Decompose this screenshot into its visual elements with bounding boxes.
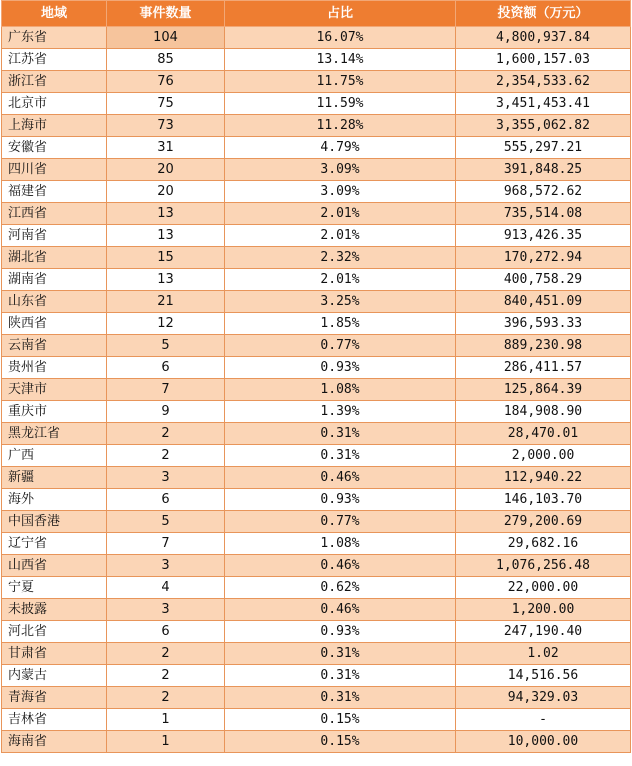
region-cell: 辽宁省	[2, 533, 107, 555]
investment-amount-cell: 146,103.70	[456, 489, 631, 511]
event-count-cell: 12	[107, 313, 225, 335]
table-body	[2, 27, 631, 753]
region-cell: 甘肃省	[2, 643, 107, 665]
table-row	[2, 489, 631, 511]
event-count-cell: 2	[107, 423, 225, 445]
share-cell: 1.08%	[225, 533, 456, 555]
investment-amount-cell: 247,190.40	[456, 621, 631, 643]
investment-amount-cell: 29,682.16	[456, 533, 631, 555]
investment-amount-cell: 913,426.35	[456, 225, 631, 247]
table-row	[2, 599, 631, 621]
event-count-cell: 4	[107, 577, 225, 599]
region-cell: 广西	[2, 445, 107, 467]
region-cell: 湖南省	[2, 269, 107, 291]
table-row	[2, 27, 631, 49]
event-count-cell: 3	[107, 467, 225, 489]
event-count-cell: 75	[107, 93, 225, 115]
region-cell: 浙江省	[2, 71, 107, 93]
region-cell: 广东省	[2, 27, 107, 49]
region-cell: 吉林省	[2, 709, 107, 731]
share-cell: 11.75%	[225, 71, 456, 93]
investment-amount-cell: 28,470.01	[456, 423, 631, 445]
event-count-cell: 13	[107, 203, 225, 225]
share-cell: 0.93%	[225, 621, 456, 643]
investment-amount-cell: -	[456, 709, 631, 731]
investment-amount-cell: 840,451.09	[456, 291, 631, 313]
table-row	[2, 335, 631, 357]
event-count-cell: 6	[107, 621, 225, 643]
investment-amount-cell: 286,411.57	[456, 357, 631, 379]
table-row	[2, 533, 631, 555]
share-cell: 0.31%	[225, 423, 456, 445]
event-count-cell: 20	[107, 159, 225, 181]
event-count-cell: 13	[107, 269, 225, 291]
table-row	[2, 49, 631, 71]
region-cell: 青海省	[2, 687, 107, 709]
region-cell: 福建省	[2, 181, 107, 203]
investment-amount-cell: 1,600,157.03	[456, 49, 631, 71]
table-header	[2, 1, 631, 27]
event-count-cell: 85	[107, 49, 225, 71]
investment-by-region-table	[1, 0, 631, 753]
region-cell: 四川省	[2, 159, 107, 181]
investment-amount-cell: 14,516.56	[456, 665, 631, 687]
investment-amount-cell: 10,000.00	[456, 731, 631, 753]
investment-amount-cell: 3,451,453.41	[456, 93, 631, 115]
event-count-cell: 20	[107, 181, 225, 203]
share-cell: 13.14%	[225, 49, 456, 71]
share-cell: 0.31%	[225, 643, 456, 665]
event-count-cell: 1	[107, 709, 225, 731]
investment-amount-cell: 94,329.03	[456, 687, 631, 709]
event-count-cell: 2	[107, 687, 225, 709]
share-cell: 16.07%	[225, 27, 456, 49]
table-row	[2, 401, 631, 423]
table-row	[2, 247, 631, 269]
share-cell: 1.39%	[225, 401, 456, 423]
investment-amount-cell: 391,848.25	[456, 159, 631, 181]
share-cell: 0.77%	[225, 511, 456, 533]
region-cell: 海外	[2, 489, 107, 511]
share-cell: 0.46%	[225, 467, 456, 489]
region-cell: 河北省	[2, 621, 107, 643]
region-cell: 河南省	[2, 225, 107, 247]
table-row	[2, 93, 631, 115]
table-row	[2, 445, 631, 467]
investment-amount-cell: 2,354,533.62	[456, 71, 631, 93]
event-count-cell: 6	[107, 357, 225, 379]
event-count-cell: 9	[107, 401, 225, 423]
investment-amount-cell: 735,514.08	[456, 203, 631, 225]
region-cell: 江西省	[2, 203, 107, 225]
table-row	[2, 159, 631, 181]
region-cell: 上海市	[2, 115, 107, 137]
share-cell: 4.79%	[225, 137, 456, 159]
investment-amount-cell: 1,200.00	[456, 599, 631, 621]
region-cell: 山西省	[2, 555, 107, 577]
event-count-cell: 6	[107, 489, 225, 511]
share-cell: 0.31%	[225, 687, 456, 709]
event-count-cell: 73	[107, 115, 225, 137]
table-row	[2, 687, 631, 709]
region-cell: 北京市	[2, 93, 107, 115]
header-investment-amount: 投资额（万元）	[456, 1, 631, 27]
investment-amount-cell: 396,593.33	[456, 313, 631, 335]
region-cell: 黑龙江省	[2, 423, 107, 445]
table-row	[2, 511, 631, 533]
share-cell: 2.32%	[225, 247, 456, 269]
region-cell: 陕西省	[2, 313, 107, 335]
table-row	[2, 555, 631, 577]
event-count-cell: 15	[107, 247, 225, 269]
table-row	[2, 291, 631, 313]
region-cell: 海南省	[2, 731, 107, 753]
share-cell: 0.46%	[225, 599, 456, 621]
event-count-cell: 76	[107, 71, 225, 93]
header-event-count: 事件数量	[107, 1, 225, 27]
table-row	[2, 203, 631, 225]
investment-amount-cell: 112,940.22	[456, 467, 631, 489]
share-cell: 0.77%	[225, 335, 456, 357]
region-cell: 安徽省	[2, 137, 107, 159]
table-row	[2, 71, 631, 93]
investment-amount-cell: 170,272.94	[456, 247, 631, 269]
region-cell: 宁夏	[2, 577, 107, 599]
header-row	[2, 1, 631, 27]
share-cell: 2.01%	[225, 203, 456, 225]
table-row	[2, 643, 631, 665]
investment-amount-cell: 279,200.69	[456, 511, 631, 533]
investment-amount-cell: 1.02	[456, 643, 631, 665]
share-cell: 11.28%	[225, 115, 456, 137]
share-cell: 0.15%	[225, 731, 456, 753]
table-row	[2, 137, 631, 159]
header-region: 地域	[2, 1, 107, 27]
region-cell: 云南省	[2, 335, 107, 357]
share-cell: 0.46%	[225, 555, 456, 577]
event-count-cell: 104	[107, 27, 225, 49]
table-row	[2, 269, 631, 291]
share-cell: 0.31%	[225, 665, 456, 687]
event-count-cell: 13	[107, 225, 225, 247]
investment-amount-cell: 2,000.00	[456, 445, 631, 467]
region-cell: 天津市	[2, 379, 107, 401]
region-cell: 新疆	[2, 467, 107, 489]
investment-amount-cell: 184,908.90	[456, 401, 631, 423]
region-cell: 山东省	[2, 291, 107, 313]
table-row	[2, 115, 631, 137]
share-cell: 3.25%	[225, 291, 456, 313]
event-count-cell: 3	[107, 599, 225, 621]
investment-amount-cell: 555,297.21	[456, 137, 631, 159]
table-row	[2, 423, 631, 445]
share-cell: 0.93%	[225, 489, 456, 511]
event-count-cell: 2	[107, 665, 225, 687]
table-row	[2, 357, 631, 379]
event-count-cell: 31	[107, 137, 225, 159]
share-cell: 2.01%	[225, 269, 456, 291]
region-cell: 贵州省	[2, 357, 107, 379]
investment-amount-cell: 125,864.39	[456, 379, 631, 401]
event-count-cell: 2	[107, 643, 225, 665]
investment-amount-cell: 968,572.62	[456, 181, 631, 203]
table-row	[2, 467, 631, 489]
table-row	[2, 181, 631, 203]
event-count-cell: 7	[107, 379, 225, 401]
table-row	[2, 379, 631, 401]
share-cell: 2.01%	[225, 225, 456, 247]
share-cell: 3.09%	[225, 181, 456, 203]
investment-amount-cell: 4,800,937.84	[456, 27, 631, 49]
region-cell: 江苏省	[2, 49, 107, 71]
table-row	[2, 621, 631, 643]
event-count-cell: 1	[107, 731, 225, 753]
region-cell: 湖北省	[2, 247, 107, 269]
share-cell: 0.62%	[225, 577, 456, 599]
event-count-cell: 7	[107, 533, 225, 555]
table-row	[2, 709, 631, 731]
table-row	[2, 225, 631, 247]
table-row	[2, 577, 631, 599]
investment-amount-cell: 889,230.98	[456, 335, 631, 357]
share-cell: 0.93%	[225, 357, 456, 379]
header-share: 占比	[225, 1, 456, 27]
event-count-cell: 5	[107, 511, 225, 533]
region-cell: 重庆市	[2, 401, 107, 423]
table-row	[2, 313, 631, 335]
investment-amount-cell: 3,355,062.82	[456, 115, 631, 137]
event-count-cell: 5	[107, 335, 225, 357]
table-row	[2, 665, 631, 687]
table-row	[2, 731, 631, 753]
event-count-cell: 21	[107, 291, 225, 313]
share-cell: 0.31%	[225, 445, 456, 467]
region-cell: 内蒙古	[2, 665, 107, 687]
event-count-cell: 2	[107, 445, 225, 467]
region-cell: 未披露	[2, 599, 107, 621]
share-cell: 1.85%	[225, 313, 456, 335]
investment-amount-cell: 400,758.29	[456, 269, 631, 291]
share-cell: 0.15%	[225, 709, 456, 731]
share-cell: 11.59%	[225, 93, 456, 115]
investment-amount-cell: 22,000.00	[456, 577, 631, 599]
share-cell: 3.09%	[225, 159, 456, 181]
investment-amount-cell: 1,076,256.48	[456, 555, 631, 577]
share-cell: 1.08%	[225, 379, 456, 401]
event-count-cell: 3	[107, 555, 225, 577]
region-cell: 中国香港	[2, 511, 107, 533]
